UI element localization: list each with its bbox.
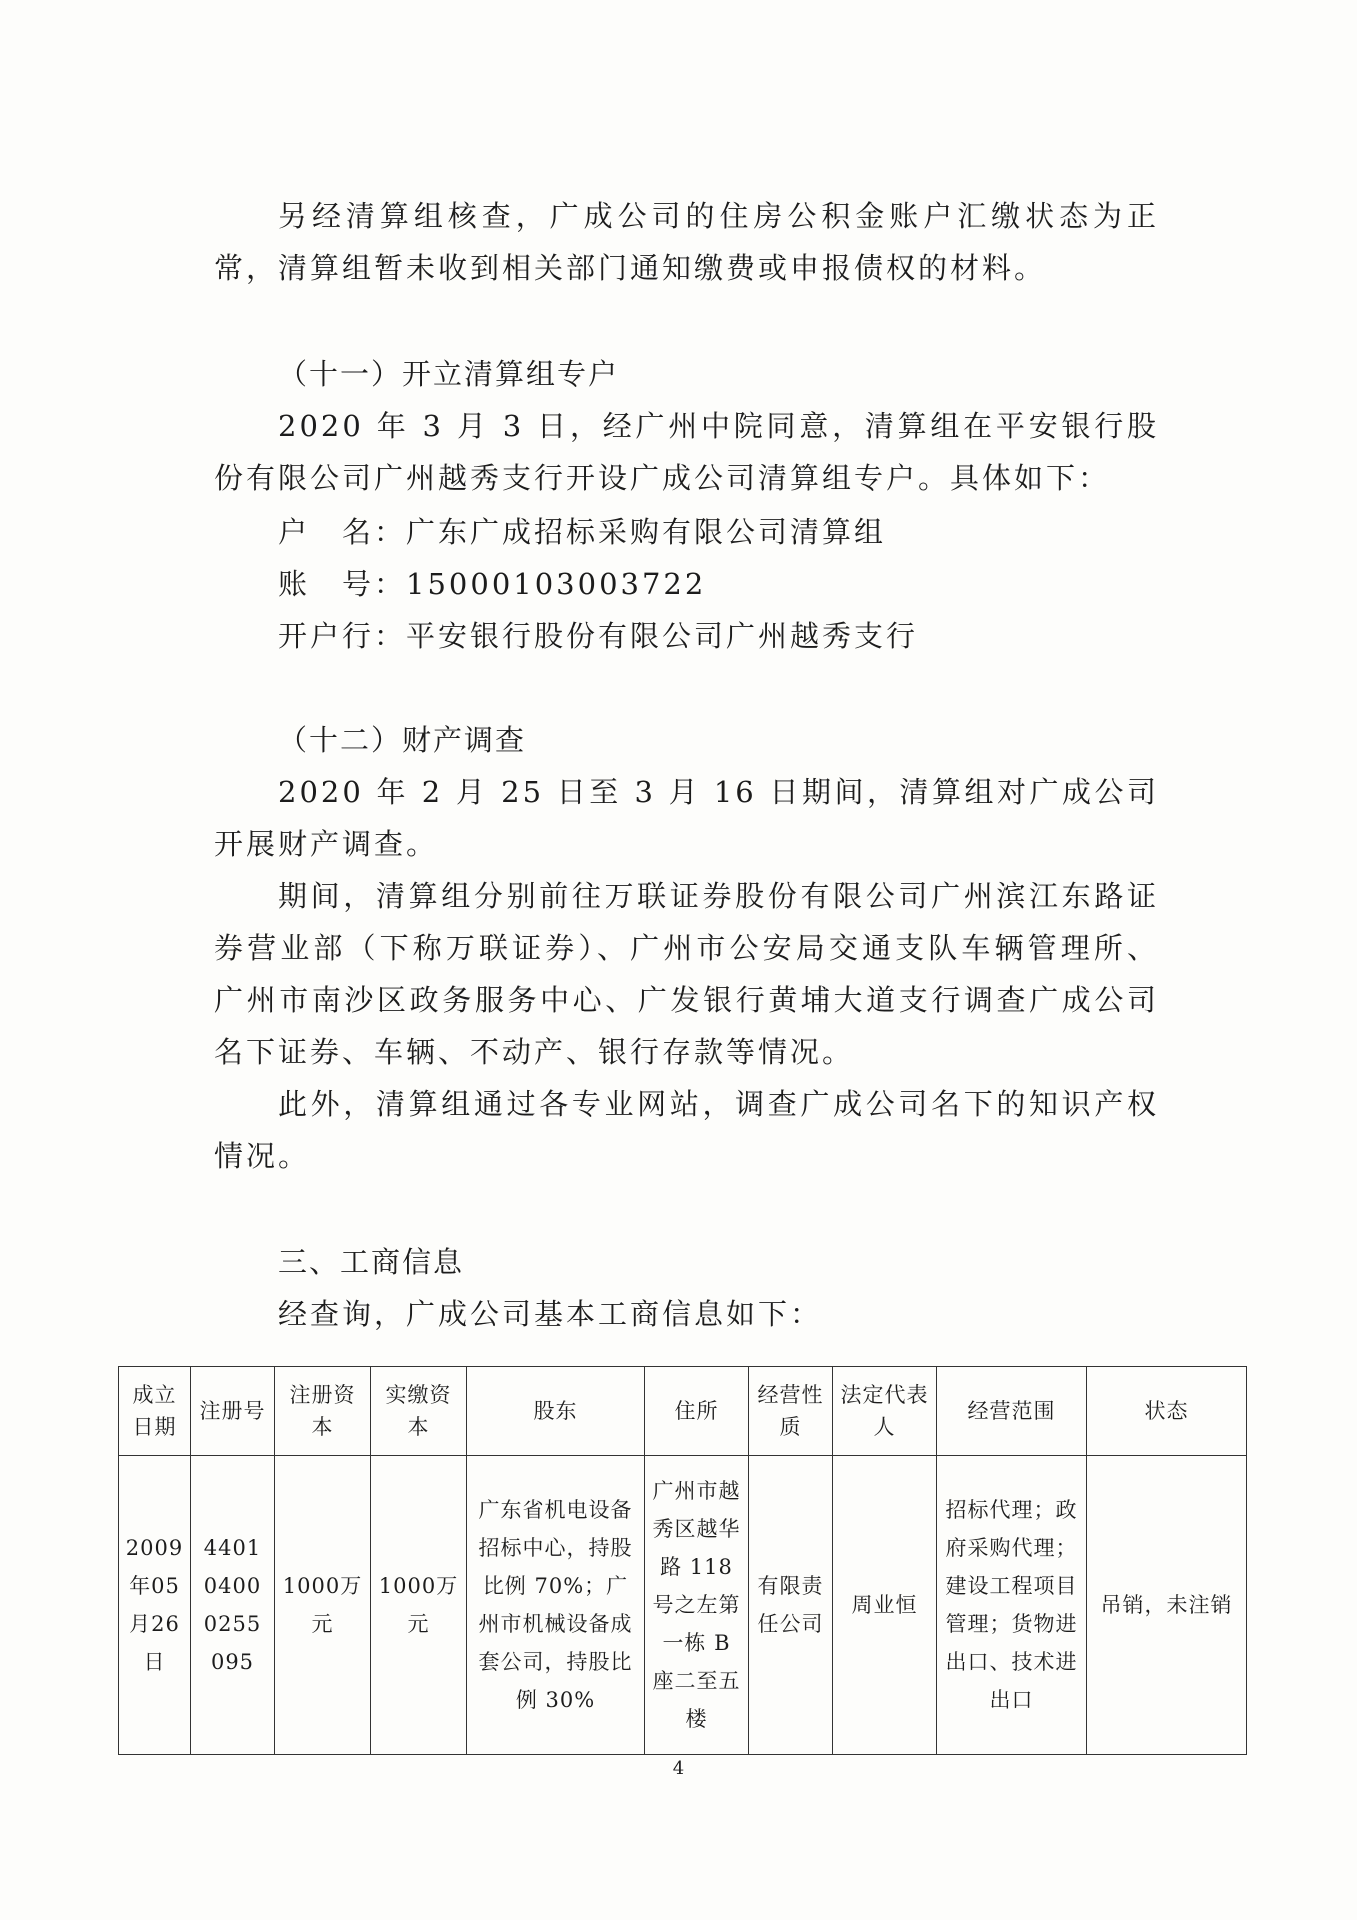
header-reg-capital: 注册资本	[275, 1367, 371, 1456]
cell-date: 2009年05月26日	[119, 1456, 191, 1755]
paragraph-open-account: 2020 年 3 月 3 日，经广州中院同意，清算组在平安银行股份有限公司广州越秀支行开设广成公司清算组专户。具体如下：	[214, 409, 1159, 495]
account-name-value: 广东广成招标采购有限公司清算组	[406, 515, 887, 549]
cell-reg-no: 440104000255095	[191, 1456, 275, 1755]
bank-value: 平安银行股份有限公司广州越秀支行	[406, 619, 919, 653]
header-date: 成立日期	[119, 1367, 191, 1456]
table-header-row	[119, 1367, 1247, 1456]
header-scope: 经营范围	[937, 1367, 1087, 1456]
page-number: 4	[672, 1758, 685, 1779]
header-reg-no: 注册号	[191, 1367, 275, 1456]
header-shareholders: 股东	[467, 1367, 645, 1456]
cell-shareholders: 广东省机电设备招标中心，持股比例 70%；广州市机械设备成套公司，持股比例 30%	[467, 1456, 645, 1755]
account-name-label: 户 名：	[278, 515, 407, 549]
cell-paid-capital: 1000万元	[371, 1456, 467, 1755]
bank-label: 开户行：	[278, 619, 407, 653]
table-row	[119, 1456, 1247, 1755]
header-legal-rep: 法定代表人	[833, 1367, 937, 1456]
cell-nature: 有限责任公司	[749, 1456, 833, 1755]
paragraph-property-survey: 2020 年 2 月 25 日至 3 月 16 日期间，清算组对广成公司开展财产调查。	[214, 775, 1159, 861]
cell-scope: 招标代理；政府采购代理；建设工程项目管理；货物进出口、技术进出口	[937, 1456, 1087, 1755]
cell-status: 吊销，未注销	[1087, 1456, 1247, 1755]
header-status: 状态	[1087, 1367, 1247, 1456]
cell-legal-rep: 周业恒	[833, 1456, 937, 1755]
cell-reg-capital: 1000万元	[275, 1456, 371, 1755]
paragraph-ip-survey: 此外，清算组通过各专业网站，调查广成公司名下的知识产权情况。	[214, 1087, 1159, 1173]
section-heading-12: （十二）财产调查	[278, 723, 527, 757]
account-number-line	[278, 562, 706, 603]
paragraph-housing-fund: 另经清算组核查，广成公司的住房公积金账户汇缴状态为正常，清算组暂未收到相关部门通知缴费或申报债权的材料。	[214, 199, 1159, 285]
header-nature: 经营性质	[749, 1367, 833, 1456]
bank-line	[278, 614, 918, 655]
paragraph-survey-details: 期间，清算组分别前往万联证券股份有限公司广州滨江东路证券营业部（下称万联证券）、广州市公安局交通支队车辆管理所、广州市南沙区政务服务中心、广发银行黄埔大道支行调查广成公司名下证券、车辆、不动产、银行存款等情况。	[214, 879, 1159, 1069]
section-heading-3: 三、工商信息	[278, 1245, 465, 1279]
paragraph-business-info-intro: 经查询，广成公司基本工商信息如下：	[278, 1297, 823, 1331]
header-paid-capital: 实缴资本	[371, 1367, 467, 1456]
account-number-label: 账 号：	[278, 567, 407, 601]
account-name-line	[278, 510, 886, 551]
account-number-value: 15000103003722	[406, 567, 707, 601]
section-heading-11: （十一）开立清算组专户	[278, 357, 620, 391]
header-address: 住所	[645, 1367, 749, 1456]
cell-address: 广州市越秀区越华路 118 号之左第一栋 B 座二至五楼	[645, 1456, 749, 1755]
business-info-table	[118, 1366, 1247, 1755]
